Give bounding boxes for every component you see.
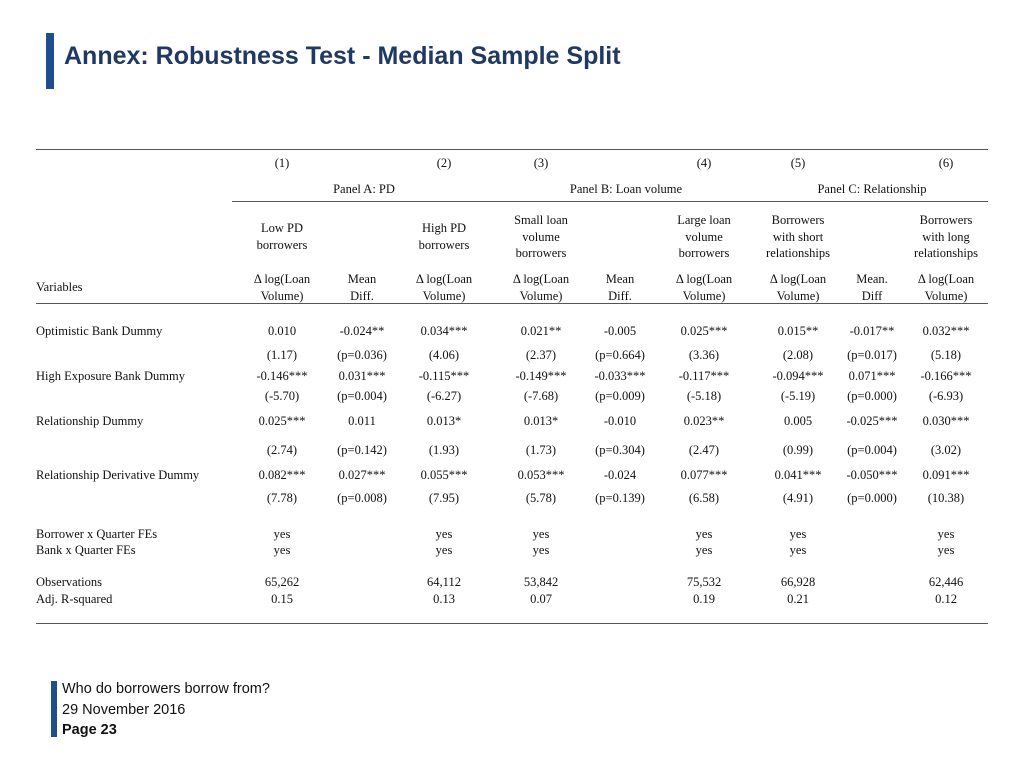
table-cell: -0.117*** (678, 369, 730, 383)
column-number: (4) (696, 156, 712, 170)
table-cell: (p=0.004) (847, 443, 897, 457)
table-cell: (4.91) (782, 491, 814, 505)
row-label: Relationship Dummy (36, 414, 144, 428)
panel-title: Panel B: Loan volume (569, 182, 683, 196)
fe-row-label: Borrower x Quarter FEs (36, 527, 158, 541)
stat-row-label: Adj. R-squared (36, 592, 113, 606)
table-cell: 0.013* (426, 414, 462, 428)
table-cell: (10.38) (927, 491, 965, 505)
table-cell: 0.030*** (922, 414, 970, 428)
table-cell: (-6.27) (426, 389, 462, 403)
table-cell: (5.78) (525, 491, 557, 505)
column-header: Δ log(Loan (512, 272, 570, 286)
column-header: Volume) (682, 288, 726, 303)
table-cell: (p=0.008) (337, 491, 387, 505)
table-cell: (-5.18) (686, 389, 722, 403)
column-number: (6) (938, 156, 954, 170)
table-top-rule (36, 149, 988, 150)
fe-cell: yes (937, 543, 955, 557)
table-cell: (p=0.304) (595, 443, 645, 457)
table-cell: (7.78) (266, 491, 298, 505)
table-cell: 0.023** (683, 414, 725, 428)
stat-cell: 0.15 (271, 592, 293, 606)
fe-cell: yes (789, 543, 807, 557)
table-cell: (2.47) (688, 443, 720, 457)
row-label: Relationship Derivative Dummy (36, 468, 200, 482)
column-number: (2) (436, 156, 452, 170)
column-header: Δ log(Loan (415, 272, 473, 286)
table-cell: (p=0.000) (847, 389, 897, 403)
table-cell: (p=0.009) (595, 389, 645, 403)
table-cell: 0.041*** (774, 468, 822, 482)
row-label: Optimistic Bank Dummy (36, 324, 163, 338)
table-cell: (p=0.017) (847, 348, 897, 362)
group-label: relationships (914, 246, 978, 260)
stat-cell: 75,532 (686, 575, 722, 589)
fe-cell: yes (435, 527, 453, 541)
title-accent-bar (46, 33, 54, 89)
column-header: Δ log(Loan (769, 272, 827, 286)
table-cell: -0.010 (603, 414, 637, 428)
table-cell: (2.74) (266, 443, 298, 457)
column-header: Volume) (776, 288, 820, 303)
column-header: Δ log(Loan (253, 272, 311, 286)
group-label: with short (772, 229, 824, 244)
group-label: borrowers (256, 237, 308, 252)
table-cell: (2.08) (782, 348, 814, 362)
stat-cell: 0.13 (433, 592, 455, 606)
footer-presentation-title: Who do borrowers borrow from? (62, 681, 270, 697)
fe-cell: yes (273, 543, 291, 557)
column-header: Volume) (260, 288, 304, 303)
fe-cell: yes (937, 527, 955, 541)
variables-label: Variables (36, 280, 83, 294)
table-cell: (-5.19) (780, 389, 816, 403)
table-cell: (5.18) (930, 348, 962, 362)
table-cell: 0.015** (777, 324, 819, 338)
table-cell: (p=0.139) (595, 491, 645, 505)
table-cell: (0.99) (782, 443, 814, 457)
stat-cell: 0.07 (530, 592, 552, 606)
table-cell: (3.36) (688, 348, 720, 362)
fe-cell: yes (789, 527, 807, 541)
stat-cell: 0.19 (693, 592, 715, 606)
table-cell: (7.95) (428, 491, 460, 505)
table-cell: 0.031*** (338, 369, 386, 383)
column-header: Volume) (519, 288, 563, 303)
table-cell: 0.055*** (420, 468, 468, 482)
panel-underline (232, 201, 988, 202)
table-cell: 0.027*** (338, 468, 386, 482)
footer-date: 29 November 2016 (62, 702, 186, 718)
table-bottom-rule (36, 623, 988, 624)
fe-row-label: Bank x Quarter FEs (36, 543, 136, 557)
table-cell: -0.149*** (515, 369, 567, 383)
stat-cell: 0.12 (935, 592, 957, 606)
group-label: with long (922, 229, 970, 244)
table-cell: 0.025*** (680, 324, 728, 338)
stat-row-label: Observations (36, 575, 102, 589)
column-number: (3) (533, 156, 549, 170)
column-number: (5) (790, 156, 806, 170)
footer-page-number: Page 23 (62, 722, 117, 738)
footer-accent-bar (51, 681, 57, 737)
table-cell: 0.034*** (420, 324, 468, 338)
table-cell: -0.094*** (772, 369, 824, 383)
column-header: Δ log(Loan (675, 272, 733, 286)
column-header: Δ log(Loan (917, 272, 975, 286)
column-header: Diff (861, 288, 883, 303)
column-header: Volume) (924, 288, 968, 303)
table-cell: (4.06) (428, 348, 460, 362)
table-cell: (p=0.664) (595, 348, 645, 362)
stat-cell: 66,928 (780, 575, 816, 589)
table-cell: -0.033*** (594, 369, 646, 383)
group-label: borrowers (418, 237, 470, 252)
table-cell: 0.013* (523, 414, 559, 428)
table-cell: (1.93) (428, 443, 460, 457)
stat-cell: 64,112 (427, 575, 461, 589)
table-cell: (-6.93) (928, 389, 964, 403)
stat-cell: 62,446 (928, 575, 964, 589)
stat-cell: 0.21 (787, 592, 809, 606)
table-cell: -0.005 (603, 324, 637, 338)
table-cell: 0.005 (783, 414, 813, 428)
table-cell: -0.024 (603, 468, 637, 482)
panel-title: Panel C: Relationship (817, 182, 927, 196)
group-label: Small loan (514, 213, 568, 227)
table-cell: 0.053*** (517, 468, 565, 482)
fe-cell: yes (695, 543, 713, 557)
group-label: Borrowers (919, 213, 973, 227)
table-cell: (1.73) (525, 443, 557, 457)
table-cell: (2.37) (525, 348, 557, 362)
panel-title: Panel A: PD (333, 182, 395, 196)
table-cell: (p=0.036) (337, 348, 387, 362)
column-header: Diff. (608, 288, 632, 303)
table-cell: 0.032*** (922, 324, 970, 338)
group-label: volume (685, 229, 723, 244)
column-header: Mean. (856, 272, 888, 286)
group-label: Low PD (260, 221, 304, 235)
fe-cell: yes (532, 527, 550, 541)
table-cell: (3.02) (930, 443, 962, 457)
fe-cell: yes (435, 543, 453, 557)
table-cell: -0.017** (849, 324, 895, 338)
fe-cell: yes (273, 527, 291, 541)
group-label: High PD (421, 221, 467, 235)
group-label: Large loan (677, 213, 731, 227)
stat-cell: 53,842 (523, 575, 559, 589)
table-cell: 0.071*** (848, 369, 896, 383)
group-label: relationships (766, 246, 830, 260)
table-cell: 0.010 (267, 324, 297, 338)
table-cell: 0.021** (520, 324, 562, 338)
table-cell: 0.077*** (680, 468, 728, 482)
table-cell: (1.17) (266, 348, 298, 362)
fe-cell: yes (532, 543, 550, 557)
table-cell: 0.011 (348, 414, 376, 428)
column-header: Diff. (350, 288, 374, 303)
table-cell: (-7.68) (523, 389, 559, 403)
fe-cell: yes (695, 527, 713, 541)
table-cell: (p=0.142) (337, 443, 387, 457)
slide-title: Annex: Robustness Test - Median Sample Split (64, 42, 621, 70)
stat-cell: 65,262 (264, 575, 300, 589)
group-label: volume (522, 229, 560, 244)
row-label: High Exposure Bank Dummy (36, 369, 185, 383)
table-cell: (p=0.004) (337, 389, 387, 403)
column-header: Volume) (422, 288, 466, 303)
column-number: (1) (274, 156, 290, 170)
group-label: borrowers (515, 246, 567, 260)
group-label: borrowers (678, 246, 730, 260)
column-header: Mean (605, 272, 635, 286)
table-cell: 0.082*** (258, 468, 306, 482)
table-cell: (-5.70) (264, 389, 300, 403)
table-cell: (p=0.000) (847, 491, 897, 505)
column-header: Mean (347, 272, 377, 286)
table-cell: -0.166*** (920, 369, 972, 383)
table-cell: 0.025*** (258, 414, 306, 428)
table-cell: -0.050*** (846, 468, 898, 482)
table-cell: 0.091*** (922, 468, 970, 482)
table-cell: -0.025*** (846, 414, 898, 428)
table-cell: (6.58) (688, 491, 720, 505)
header-bottom-rule (36, 303, 988, 304)
table-cell: -0.024** (339, 324, 385, 338)
group-label: Borrowers (771, 213, 825, 227)
table-cell: -0.146*** (256, 369, 308, 383)
table-cell: -0.115*** (418, 369, 470, 383)
